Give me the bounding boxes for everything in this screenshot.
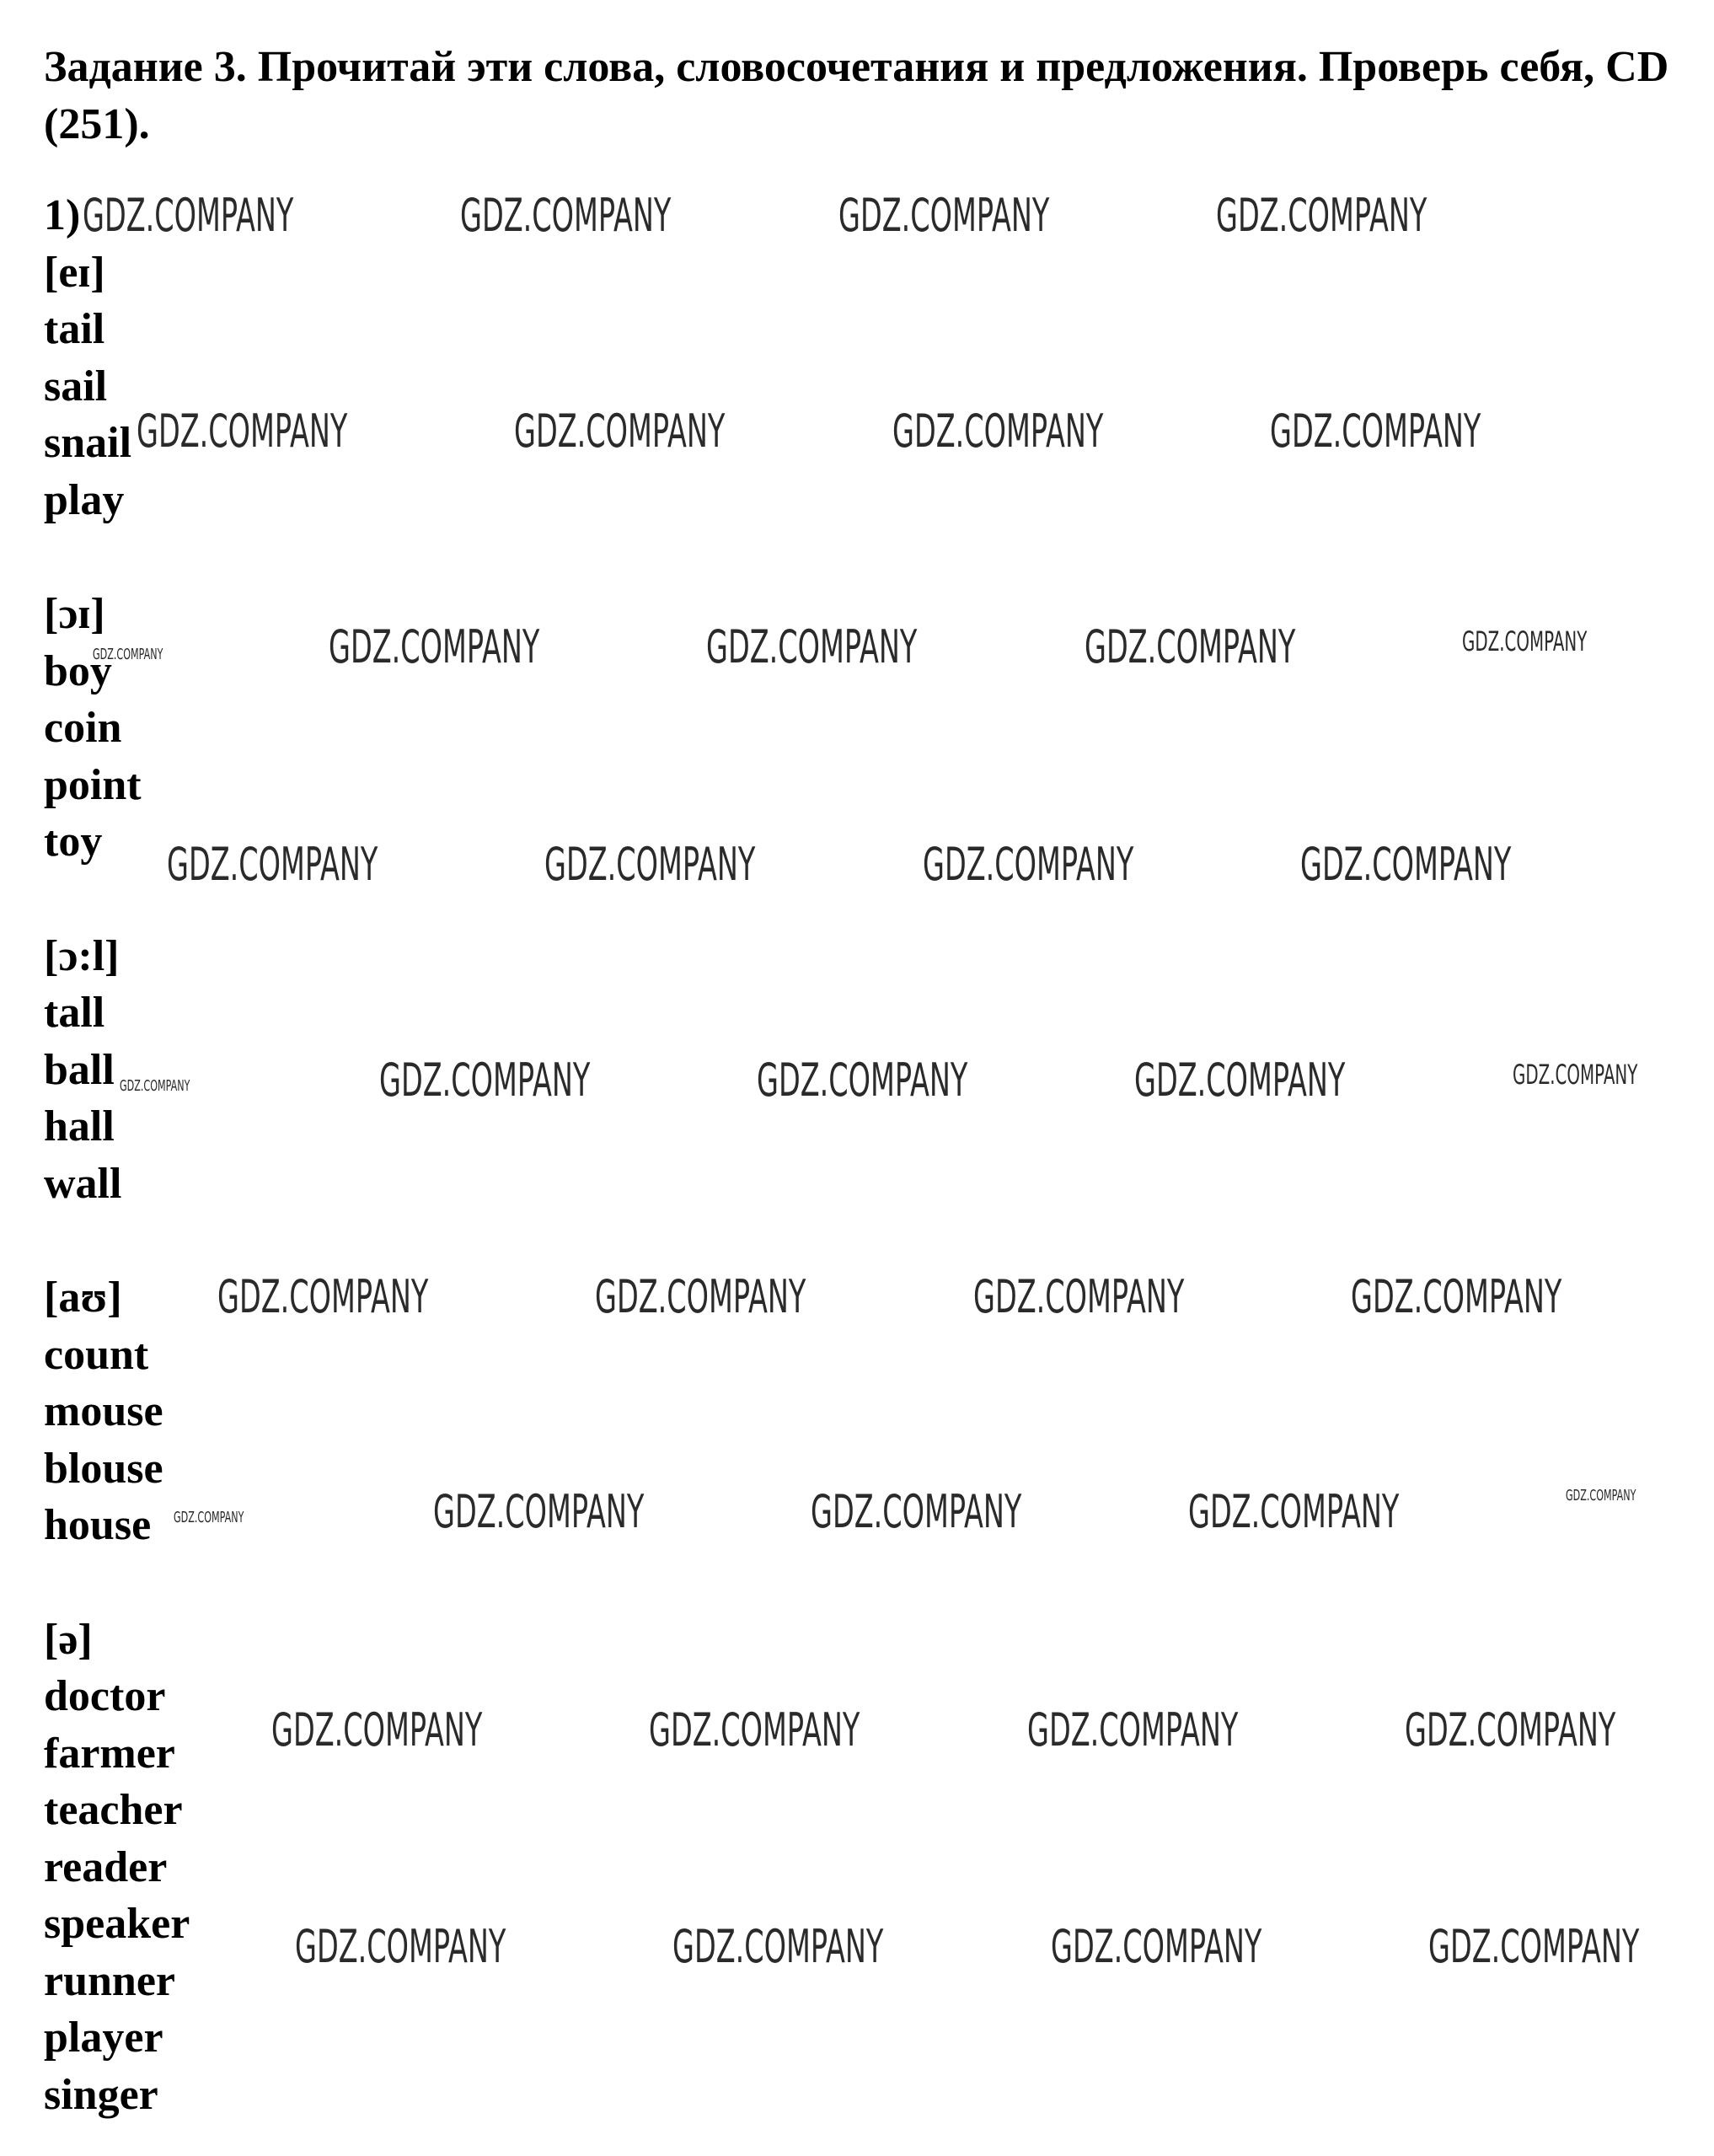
task-title: Задание 3. Прочитай эти слова, словосочетания и предложения. Проверь себя, CD (251). — [44, 43, 1669, 148]
watermark: GDZ.COMPANY — [1351, 1270, 1562, 1323]
word: tail — [44, 305, 105, 353]
sound-group-oi — [44, 586, 190, 871]
watermark: GDZ.COMPANY — [1405, 1703, 1616, 1756]
watermark: GDZ.COMPANY — [595, 1270, 806, 1323]
word: hall — [44, 1102, 115, 1150]
word: singer — [44, 2070, 158, 2119]
sound-transcription: [eɪ] — [44, 248, 105, 297]
watermark: GDZ.COMPANY — [379, 1054, 591, 1107]
watermark: GDZ.COMPANY — [706, 620, 918, 673]
watermark: GDZ.COMPANY — [433, 1485, 645, 1538]
watermark: GDZ.COMPANY — [271, 1703, 483, 1756]
word: boy — [44, 646, 112, 695]
word: toy — [44, 818, 103, 866]
watermark: GDZ.COMPANY — [811, 1485, 1022, 1538]
section-label: 1) — [44, 191, 81, 239]
watermark: GDZ.COMPANY — [1428, 1920, 1640, 1973]
watermark: GDZ.COMPANY — [1300, 838, 1512, 891]
watermark: GDZ.COMPANY — [167, 838, 378, 891]
word: coin — [44, 704, 122, 752]
watermark: GDZ.COMPANY — [1216, 189, 1427, 242]
word: runner — [44, 1956, 175, 2005]
watermark: GDZ.COMPANY — [460, 189, 672, 242]
word: reader — [44, 1842, 168, 1891]
word: speaker — [44, 1900, 190, 1948]
watermark: GDZ.COMPANY — [1027, 1703, 1239, 1756]
word: wall — [44, 1159, 122, 1208]
sound-transcription: [ə] — [44, 1615, 93, 1664]
watermark: GDZ.COMPANY — [1270, 405, 1481, 458]
watermark: GDZ.COMPANY — [1085, 620, 1296, 673]
word: tall — [44, 989, 105, 1037]
watermark: GDZ.COMPANY — [217, 1270, 429, 1323]
watermark: GDZ.COMPANY — [1513, 1059, 1638, 1091]
word: mouse — [44, 1387, 163, 1435]
word: doctor — [44, 1672, 166, 1720]
sound-transcription: [aʊ] — [44, 1274, 122, 1322]
watermark: GDZ.COMPANY — [757, 1054, 968, 1107]
watermark: GDZ.COMPANY — [83, 189, 294, 242]
word: blouse — [44, 1444, 163, 1493]
word: play — [44, 475, 125, 524]
watermark: GDZ.COMPANY — [838, 189, 1050, 242]
watermark: GDZ.COMPANY — [544, 838, 756, 891]
watermark: GDZ.COMPANY — [295, 1920, 506, 1973]
watermark: GDZ.COMPANY — [93, 646, 163, 663]
word: sail — [44, 362, 108, 410]
word: teacher — [44, 1786, 183, 1834]
sound-transcription: [ɔ:l] — [44, 931, 120, 980]
watermark: GDZ.COMPANY — [514, 405, 726, 458]
watermark: GDZ.COMPANY — [1566, 1487, 1636, 1504]
watermark: GDZ.COMPANY — [1188, 1485, 1400, 1538]
watermark: GDZ.COMPANY — [973, 1270, 1185, 1323]
watermark: GDZ.COMPANY — [1134, 1054, 1346, 1107]
word: player — [44, 2014, 163, 2062]
word: farmer — [44, 1729, 175, 1778]
sound-transcription: [ɔɪ] — [44, 590, 105, 638]
word: house — [44, 1501, 152, 1549]
watermark: GDZ.COMPANY — [120, 1077, 190, 1095]
watermark: GDZ.COMPANY — [137, 405, 348, 458]
watermark: GDZ.COMPANY — [672, 1920, 884, 1973]
watermark: GDZ.COMPANY — [649, 1703, 860, 1756]
watermark: GDZ.COMPANY — [892, 405, 1104, 458]
sound-group-schwa — [44, 1612, 190, 2124]
word: snail — [44, 419, 132, 467]
word: count — [44, 1330, 149, 1379]
word-list — [44, 187, 190, 2123]
watermark: GDZ.COMPANY — [174, 1509, 244, 1526]
watermark: GDZ.COMPANY — [1051, 1920, 1262, 1973]
watermark: GDZ.COMPANY — [329, 620, 540, 673]
sound-group-au — [44, 1269, 190, 1554]
watermark: GDZ.COMPANY — [923, 838, 1134, 891]
watermark: GDZ.COMPANY — [1462, 625, 1588, 657]
word: point — [44, 760, 142, 809]
sound-group-ei — [44, 244, 190, 529]
word: ball — [44, 1045, 115, 1094]
sound-group-ol — [44, 928, 190, 1213]
